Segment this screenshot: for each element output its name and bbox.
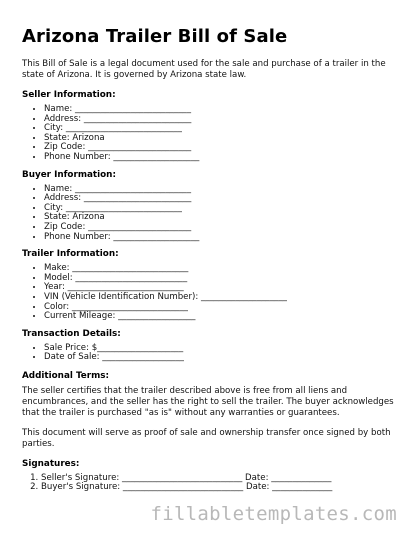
seller-signature-line: 1. Seller's Signature: ____________________________ Date: ______________ [41,474,397,484]
sale-price-field: • Sale Price: $____________________ [44,344,397,354]
trailer-model-field: • Model: __________________________ [44,274,397,284]
buyer-address-field: • Address: _________________________ [44,194,397,204]
terms-paragraph-1: The seller certifies that the trailer described above is free from all liens and encumbrances, and the seller has the right to sell the trailer. The buyer acknowledges that the trailer is purchased "as is" without any warranties or guarantees. [22,385,394,418]
intro-paragraph: This Bill of Sale is a legal document used for the sale and purchase of a trailer in the state of Arizona. It is governed by Arizona state law. [22,59,386,80]
terms-heading: Additional Terms: [22,370,110,381]
terms-paragraph-2: This document will serve as proof of sale and ownership transfer once signed by both parties. [22,427,391,449]
seller-zip-field: • Zip Code: ________________________ [44,143,397,153]
transaction-list [22,344,397,363]
seller-heading: Seller Information: [22,90,116,100]
trailer-list [22,264,397,322]
buyer-signature-line: 2. Buyer's Signature: ____________________________ Date: ______________ [41,483,397,493]
watermark-logo: fillabletemplates.com [150,503,397,525]
buyer-phone-field: • Phone Number: ____________________ [44,233,397,243]
buyer-zip-field: • Zip Code: ________________________ [44,223,397,233]
seller-phone-field: • Phone Number: ____________________ [44,153,397,163]
trailer-heading: Trailer Information: [22,249,119,260]
seller-name-field: • Name: ___________________________ [44,105,397,115]
trailer-vin-field: • VIN (Vehicle Identification Number): ____________________ [44,293,397,303]
seller-state-field: • State: Arizona [44,134,397,144]
trailer-color-field: • Color: ___________________________ [44,303,397,313]
document-title: Arizona Trailer Bill of Sale [22,26,288,47]
buyer-state-field: • State: Arizona [44,213,397,223]
buyer-name-field: • Name: ___________________________ [44,185,397,195]
signatures-heading: Signatures: [22,458,80,469]
date-of-sale-field: • Date of Sale: ___________________ [44,353,397,363]
seller-city-field: • City: ___________________________ [44,124,397,134]
trailer-make-field: • Make: ___________________________ [44,264,397,274]
signatures-list [22,474,397,493]
buyer-city-field: • City: ___________________________ [44,204,397,214]
seller-list [22,105,397,163]
seller-address-field: • Address: _________________________ [44,115,397,125]
document-page [22,26,397,500]
buyer-list [22,185,397,243]
trailer-mileage-field: • Current Mileage: __________________ [44,312,397,322]
trailer-year-field: • Year: ___________________________ [44,283,397,293]
buyer-heading: Buyer Information: [22,169,116,180]
transaction-heading: Transaction Details: [22,328,121,339]
